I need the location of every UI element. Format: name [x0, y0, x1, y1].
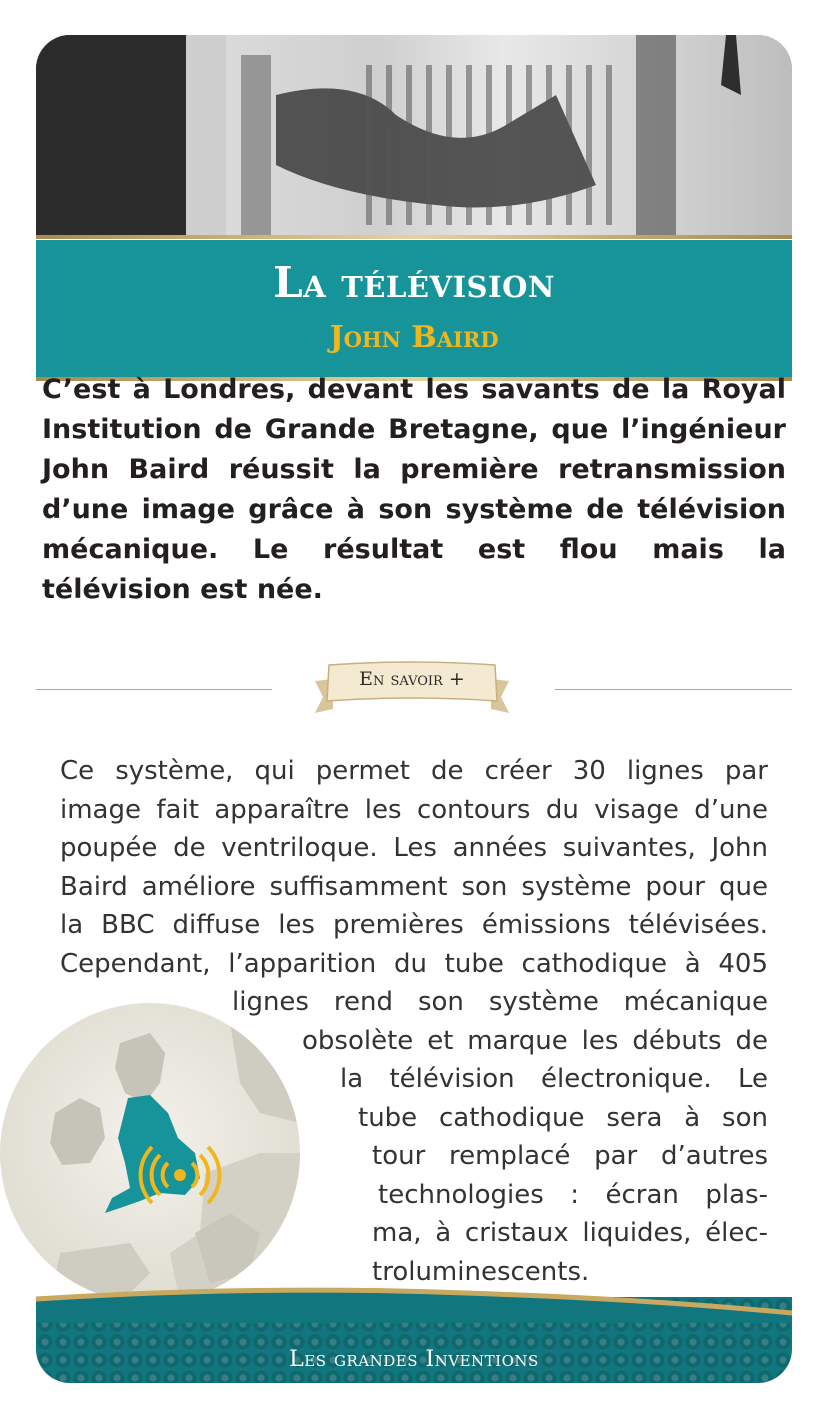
historic-photo	[36, 35, 792, 235]
learn-more-label: En savoir +	[359, 668, 465, 690]
detail-line: la télévision électronique. Le	[340, 1064, 768, 1094]
detail-line: image fait apparaître les contours du visage d’une	[60, 794, 768, 825]
detail-line: troluminescents.	[372, 1256, 590, 1287]
title-banner	[36, 240, 792, 377]
detail-line: tour remplacé par d’autres	[372, 1141, 768, 1171]
detail-line: lignes rend son système mécanique	[232, 987, 768, 1017]
intro-paragraph: C’est à Londres, devant les savants de la Royal Institution de Grande Bretagne, que l’ingénieur John Baird réussit la première retransmission d’une image grâce à son système de télévision mécanique. Le résultat est flou mais la télévision est née.	[42, 374, 786, 605]
detail-line: la BBC diffuse les premières émissions télévisées.	[60, 910, 768, 940]
series-name: Les grandes Inventions	[289, 1347, 539, 1372]
detail-line: Ce système, qui permet de créer 30 lignes par	[60, 756, 768, 786]
detail-paragraph	[60, 752, 768, 1291]
detail-line: obsolète et marque les débuts de	[302, 1025, 768, 1056]
invention-title: La télévision	[273, 258, 555, 307]
gold-divider-top	[36, 235, 792, 239]
inventor-name: John Baird	[329, 320, 499, 355]
rule-left	[36, 689, 272, 690]
rule-right	[555, 689, 792, 690]
detail-line: Cependant, l’apparition du tube cathodique à 405	[60, 948, 768, 979]
detail-line: tube cathodique sera à son	[358, 1102, 768, 1133]
detail-line: Baird améliore suffisamment son système pour que	[60, 871, 768, 902]
detail-line: ma, à cristaux liquides, élec-	[372, 1218, 768, 1248]
detail-line: technologies : écran plas-	[378, 1179, 768, 1210]
detail-line: poupée de ventriloque. Les années suivantes, John	[60, 833, 768, 863]
